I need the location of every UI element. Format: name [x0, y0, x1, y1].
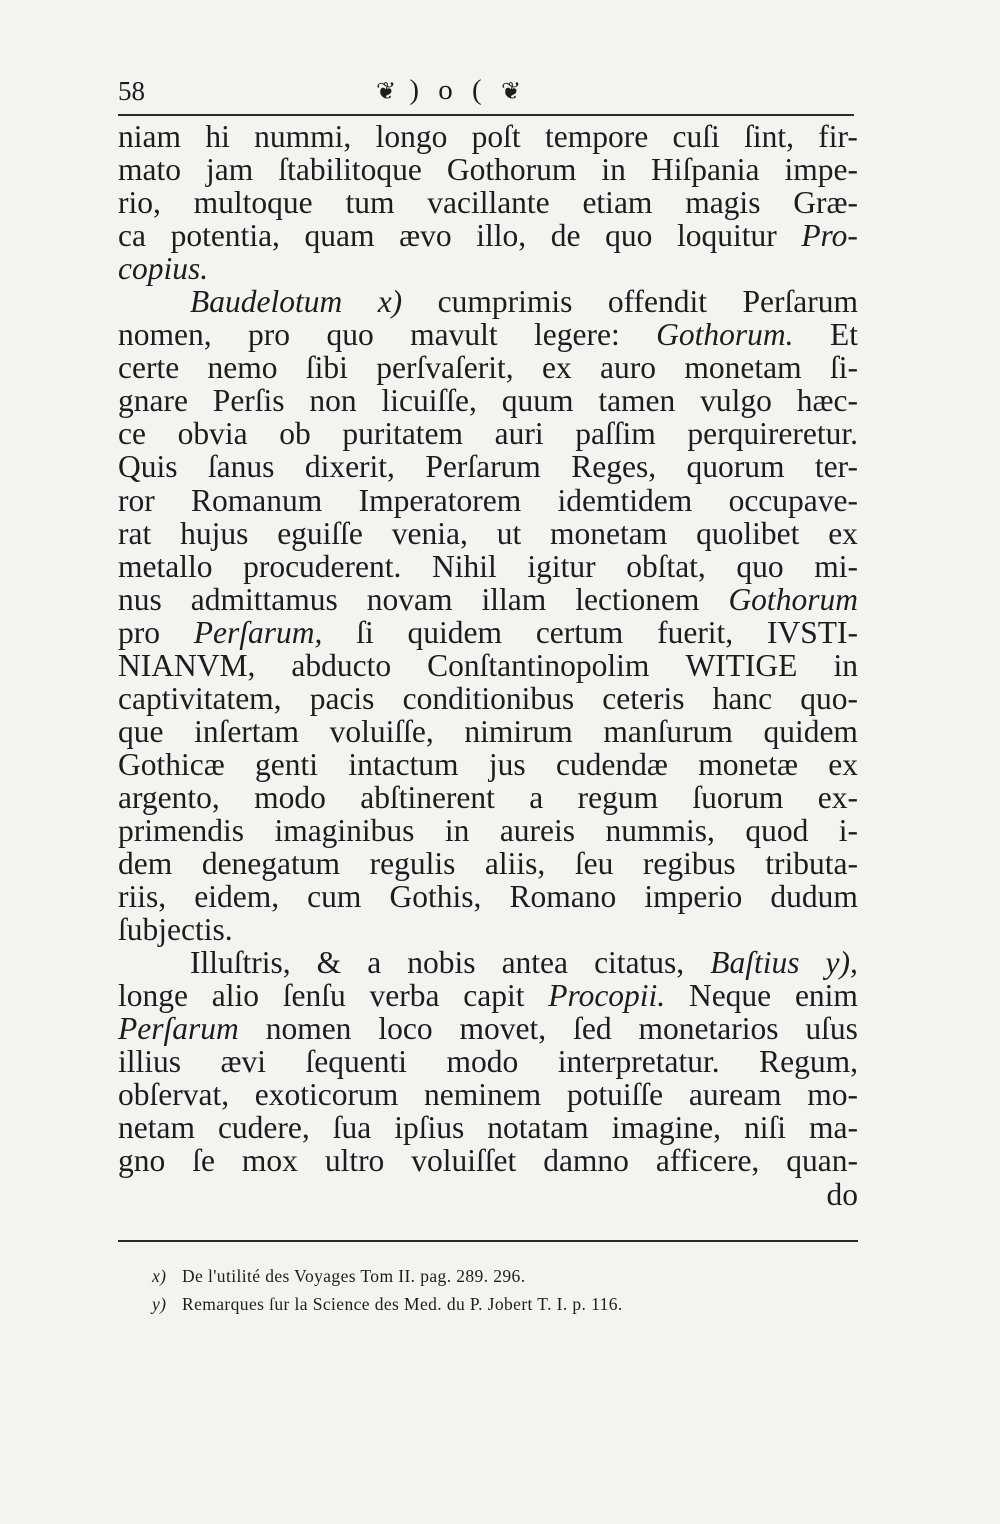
word: regum — [577, 779, 659, 815]
text-line — [118, 450, 858, 483]
word: WITIGE — [685, 647, 798, 683]
text-line — [118, 1144, 858, 1177]
word: hi — [205, 119, 230, 154]
ornament-text: ) o ( — [409, 74, 488, 106]
word: ævo — [399, 218, 452, 254]
word: regibus — [642, 846, 736, 882]
footnote-text: De l'utilité des Voyages Tom II. pag. 289. 296. — [182, 1266, 526, 1286]
text-line — [118, 649, 858, 682]
text-line — [118, 1012, 858, 1045]
text-line — [118, 484, 858, 517]
word: captivitatem, — [118, 680, 282, 716]
word: quorum — [686, 449, 785, 485]
word: potuiſſe — [566, 1077, 664, 1113]
text-line — [118, 384, 858, 417]
word: modo — [446, 1044, 519, 1080]
word: nummi, — [254, 119, 352, 154]
word: nimirum — [464, 713, 573, 749]
word: dixerit, — [304, 449, 395, 485]
text-line — [118, 946, 858, 979]
word: verba — [369, 978, 440, 1014]
word: Et — [829, 317, 858, 353]
fleuron-icon: ❦ — [500, 79, 522, 105]
word: imagine, — [611, 1110, 722, 1146]
word: quam — [304, 218, 375, 254]
word: illius — [118, 1044, 182, 1080]
word: longo — [375, 119, 448, 154]
word: Procopii. — [548, 978, 666, 1014]
text-line — [118, 186, 858, 219]
word: enim — [794, 978, 858, 1014]
text-line — [118, 715, 858, 748]
word: ſed — [573, 1011, 612, 1047]
word: voluiſſe, — [329, 713, 434, 749]
word: ævi — [220, 1044, 267, 1080]
text-line — [118, 219, 858, 252]
word: cum — [307, 879, 362, 915]
word: tributa- — [765, 846, 858, 882]
word: quo- — [800, 680, 858, 716]
word: manſurum — [603, 713, 733, 749]
word: Græ- — [793, 185, 858, 221]
word: auream — [688, 1077, 782, 1113]
word: magis — [685, 185, 761, 221]
word: NIANVM, — [118, 647, 256, 683]
word: lectionem — [575, 581, 700, 617]
word: y), — [825, 945, 858, 981]
word: interpretatur. — [557, 1044, 720, 1080]
text-line — [118, 748, 858, 781]
word: Conſtantinopolim — [427, 647, 650, 683]
word: Pro- — [801, 218, 858, 254]
word: offendit — [607, 284, 708, 320]
word: cumprimis — [437, 284, 573, 320]
word: nobis — [407, 945, 476, 981]
word: legere: — [534, 317, 620, 353]
text-line — [118, 880, 858, 913]
word: cudendæ — [555, 746, 668, 782]
word: ſua — [332, 1110, 372, 1146]
word: mox — [241, 1143, 298, 1179]
word: copius. — [118, 251, 209, 287]
word: perſvaſerit, — [376, 350, 514, 386]
footnote-marker: x) — [152, 1266, 167, 1286]
word: Baſtius — [710, 945, 800, 981]
word: conditionibus — [402, 680, 575, 716]
word: regulis — [369, 846, 456, 882]
word: citatus, — [594, 945, 685, 981]
word: voluiſſet — [411, 1143, 517, 1179]
word: primendis — [118, 812, 244, 848]
word: etiam — [582, 185, 653, 221]
word: dem — [118, 846, 173, 882]
text-line — [118, 1178, 858, 1211]
word: Perſis — [212, 383, 285, 419]
word: ma- — [809, 1110, 858, 1146]
word: tamen — [598, 383, 676, 419]
text-line — [118, 153, 858, 186]
word: admittamus — [190, 581, 338, 617]
word: Perſarum — [118, 1011, 239, 1047]
word: eguiſſe — [277, 515, 363, 551]
word: gnare — [118, 383, 188, 419]
text-line — [118, 781, 858, 814]
word: exoticorum — [254, 1077, 399, 1113]
word: pro — [118, 614, 160, 650]
fleuron-icon: ❦ — [376, 79, 397, 105]
word: rio, — [118, 185, 161, 221]
word: movet, — [459, 1011, 547, 1047]
word: mavult — [410, 317, 498, 353]
word: hujus — [180, 515, 249, 551]
word: capit — [463, 978, 525, 1014]
word: damno — [543, 1143, 629, 1179]
word: quo — [326, 317, 374, 353]
word: aureis — [499, 812, 576, 848]
word: rat — [118, 515, 152, 551]
word: Nihil — [431, 548, 497, 584]
word: in — [444, 812, 470, 848]
word: poſt — [471, 119, 521, 154]
word: ſequenti — [305, 1044, 407, 1080]
text-line — [118, 979, 858, 1012]
word: Illuſtris, — [190, 945, 291, 981]
word: ſenſu — [282, 978, 346, 1014]
word: illam — [481, 581, 547, 617]
word: fuerit, — [657, 614, 734, 650]
word: quo — [736, 548, 784, 584]
word: quidem — [763, 713, 858, 749]
word: hæc- — [796, 383, 858, 419]
footnote-marker: y) — [152, 1294, 167, 1314]
word: inſertam — [194, 713, 300, 749]
word: imperio — [644, 879, 743, 915]
word: Imperatorem — [358, 482, 522, 518]
word: alio — [211, 978, 259, 1014]
header-ornament — [376, 74, 521, 107]
word: pro — [248, 317, 291, 353]
word: tempore — [545, 119, 649, 154]
word: multoque — [193, 185, 313, 221]
word: obvia — [177, 416, 248, 452]
text-line — [118, 1111, 858, 1144]
word: IVSTI- — [766, 614, 858, 650]
body-text — [118, 120, 858, 1211]
word: nummis, — [605, 812, 715, 848]
word: ſuorum — [692, 779, 784, 815]
word: mato — [118, 152, 181, 188]
word: Perſarum, — [193, 614, 323, 650]
word: in — [833, 647, 858, 683]
word: ſibi — [305, 350, 348, 386]
word: gno — [118, 1143, 166, 1179]
word: denegatum — [201, 846, 341, 882]
word: licuiſſe, — [381, 383, 477, 419]
text-line — [118, 550, 858, 583]
word: quidem — [407, 614, 503, 650]
word: nomen — [265, 1011, 352, 1047]
word: ſeu — [574, 846, 614, 882]
word: niam — [118, 119, 181, 154]
word: abſtinerent — [360, 779, 495, 815]
word: quod — [745, 812, 809, 848]
word: & — [316, 945, 342, 981]
word: ce — [118, 416, 146, 452]
word: Gothorum — [728, 581, 858, 617]
text-line — [118, 252, 858, 285]
text-line — [118, 682, 858, 715]
text-line — [118, 120, 858, 153]
word: certe — [118, 350, 180, 386]
word: auro — [600, 350, 657, 386]
word: Perſarum — [742, 284, 858, 320]
word: pacis — [309, 680, 375, 716]
page-number: 58 — [118, 76, 145, 106]
word: ceteris — [602, 680, 685, 716]
text-line — [118, 285, 858, 318]
word: paſſim — [575, 416, 656, 452]
word: neminem — [423, 1077, 542, 1113]
word: ultro — [324, 1143, 385, 1179]
text-line — [118, 1078, 858, 1111]
word: a — [367, 945, 382, 981]
word: monetam — [684, 350, 802, 386]
word: loquitur — [676, 218, 777, 254]
footnote-rule — [118, 1240, 858, 1242]
word: nemo — [207, 350, 278, 386]
word: puritatem — [342, 416, 464, 452]
running-header — [118, 72, 854, 116]
word: procuderent. — [243, 548, 402, 584]
footnote — [152, 1262, 858, 1290]
word: impe- — [784, 152, 858, 188]
word: intactum — [348, 746, 459, 782]
word: vacillante — [427, 185, 550, 221]
word: ex- — [817, 779, 858, 815]
word: idemtidem — [557, 482, 693, 518]
word: uſus — [805, 1011, 858, 1047]
word: notatam — [487, 1110, 589, 1146]
word: x) — [377, 284, 403, 320]
word: ſe — [192, 1143, 215, 1179]
word: Quis — [118, 449, 178, 485]
word: longe — [118, 978, 188, 1014]
word: genti — [255, 746, 319, 782]
word: ex — [541, 350, 572, 386]
word: Gothicæ — [118, 746, 225, 782]
text-line — [118, 417, 858, 450]
word: que — [118, 713, 164, 749]
word: ca — [118, 218, 146, 254]
word: abducto — [291, 647, 392, 683]
word: Gothorum — [446, 152, 577, 188]
word: a — [529, 779, 544, 815]
word: tum — [345, 185, 395, 221]
text-line — [118, 583, 858, 616]
word: metallo — [118, 548, 213, 584]
word: ter- — [814, 449, 858, 485]
text-line — [118, 913, 858, 946]
word: mi- — [814, 548, 858, 584]
word: illo, — [476, 218, 527, 254]
word: ſanus — [207, 449, 275, 485]
header-rule — [118, 114, 854, 116]
word: nus — [118, 581, 162, 617]
text-line — [118, 616, 858, 649]
word: i- — [838, 812, 858, 848]
word: cuſi — [672, 119, 720, 154]
word: quolibet — [696, 515, 800, 551]
word: antea — [501, 945, 569, 981]
word: ſint, — [744, 119, 794, 154]
word: aliis, — [484, 846, 546, 882]
word: Romanum — [191, 482, 323, 518]
word: afficere, — [655, 1143, 760, 1179]
word: quan- — [786, 1143, 858, 1179]
word: niſi — [744, 1110, 787, 1146]
word: Hiſpania — [650, 152, 760, 188]
footnote-text: Remarques ſur la Science des Med. du P. Jobert T. I. p. 116. — [182, 1294, 623, 1314]
word: nomen, — [118, 317, 212, 353]
word: potentia, — [170, 218, 280, 254]
word: do — [826, 1176, 858, 1212]
word: imaginibus — [274, 812, 415, 848]
word: Romano — [509, 879, 617, 915]
word: Perſarum — [425, 449, 541, 485]
word: loco — [378, 1011, 433, 1047]
word: non — [309, 383, 357, 419]
word: eidem, — [194, 879, 280, 915]
word: quo — [605, 218, 653, 254]
word: Regum, — [759, 1044, 858, 1080]
word: auri — [494, 416, 544, 452]
footnote — [152, 1290, 858, 1318]
word: ſi — [356, 614, 374, 650]
word: ipſius — [394, 1110, 465, 1146]
word: riis, — [118, 879, 167, 915]
word: Gothorum. — [656, 317, 794, 353]
word: ſubjectis. — [118, 912, 233, 948]
word: quum — [501, 383, 574, 419]
word: obſtat, — [626, 548, 706, 584]
word: dudum — [770, 879, 858, 915]
word: modo — [254, 779, 326, 815]
word: ſtabilitoque — [278, 152, 422, 188]
word: certum — [535, 614, 624, 650]
word: monetarios — [638, 1011, 779, 1047]
word: vulgo — [700, 383, 772, 419]
word: de — [550, 218, 581, 254]
word: netam — [118, 1110, 195, 1146]
word: Reges, — [571, 449, 657, 485]
word: monetam — [550, 515, 668, 551]
word: mo- — [807, 1077, 858, 1113]
word: occupave- — [728, 482, 858, 518]
text-line — [118, 814, 858, 847]
word: Baudelotum — [190, 284, 343, 320]
word: ſi- — [829, 350, 858, 386]
word: novam — [366, 581, 453, 617]
word: in — [601, 152, 626, 188]
word: jam — [206, 152, 254, 188]
word: obſervat, — [118, 1077, 230, 1113]
word: venia, — [391, 515, 468, 551]
text-line — [118, 351, 858, 384]
word: jus — [488, 746, 526, 782]
text-line — [118, 517, 858, 550]
word: monetæ — [698, 746, 798, 782]
text-line — [118, 1045, 858, 1078]
word: ror — [118, 482, 155, 518]
word: ex — [828, 515, 858, 551]
text-line — [118, 847, 858, 880]
word: ex — [828, 746, 858, 782]
word: argento, — [118, 779, 220, 815]
word: ut — [496, 515, 522, 551]
word: Gothis, — [389, 879, 482, 915]
text-line — [118, 318, 858, 351]
word: hanc — [712, 680, 773, 716]
word: igitur — [527, 548, 596, 584]
word: cudere, — [217, 1110, 310, 1146]
word: fir- — [818, 119, 858, 154]
word: ob — [279, 416, 311, 452]
word: perquireretur. — [687, 416, 858, 452]
word: Neque — [688, 978, 772, 1014]
footnotes — [152, 1262, 858, 1318]
